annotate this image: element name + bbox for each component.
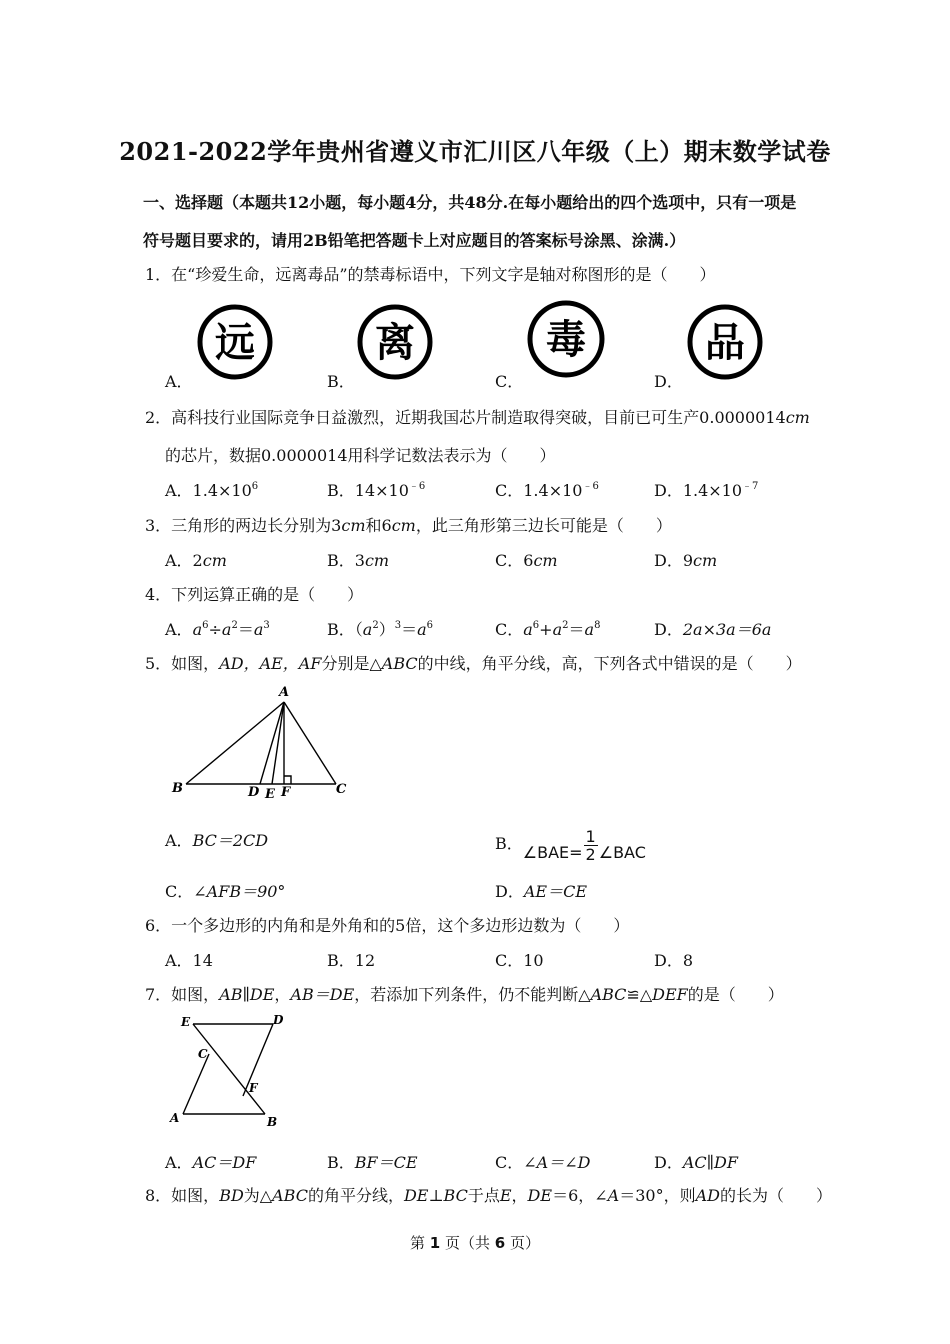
- glyph-li: 离: [375, 320, 415, 366]
- glyph-pin-badge: [686, 303, 764, 381]
- page-total: 6: [494, 1234, 506, 1252]
- q6-option-d: D．8: [654, 951, 694, 970]
- label-a: A: [279, 685, 290, 700]
- q5-option-b: B．∠BAE= $\frac{1}{2}$ ∠BAC: [495, 827, 646, 864]
- q2-option-a: A．$1.4\times 10^6$: [165, 481, 259, 500]
- question-2-stem-line-1: 2．高科技行业国际竞争日益激烈，近期我国芯片制造取得突破，目前已可生产0.0000014cm: [145, 408, 810, 427]
- q6-option-c: C．10: [495, 951, 544, 970]
- question-4-stem: 4．下列运算正确的是（ ）: [145, 585, 364, 604]
- segment-ca: [183, 1054, 209, 1114]
- label-d: D: [273, 1013, 284, 1027]
- page-footer: 第 1 页（共 6 页）: [410, 1234, 540, 1252]
- q7-option-c: C．∠A＝∠D: [495, 1153, 591, 1172]
- segment-ab: [186, 702, 284, 784]
- question-5-stem: 5．如图，AD，AE，AF分别是△ABC的中线，角平分线，高，下列各式中错误的是（ ）: [145, 654, 802, 673]
- q3-option-c: C．6cm: [495, 551, 558, 570]
- q5-option-c: C．∠AFB＝90°: [165, 882, 286, 901]
- q1-option-c-label: C．: [495, 372, 524, 391]
- q4-option-d: D．2a×3a＝6a: [654, 620, 772, 639]
- q5-option-d: D．AE＝CE: [495, 882, 588, 901]
- q7-option-a: A．AC＝DF: [165, 1153, 257, 1172]
- q7-figure: [165, 1010, 295, 1134]
- label-c: C: [198, 1047, 208, 1061]
- q1-option-a-label: A．: [165, 372, 193, 391]
- q1-option-b-label: B．: [327, 372, 355, 391]
- q2-option-b: B．$14\times 10^{﹣6}$: [327, 481, 426, 500]
- glyph-du: 毒: [546, 317, 586, 363]
- q7-option-d: D．AC∥DF: [654, 1153, 738, 1172]
- glyph-yuan-badge: [196, 303, 274, 381]
- question-1-stem: 1．在“珍爱生命，远离毒品”的禁毒标语中，下列文字是轴对称图形的是（ ）: [145, 265, 716, 284]
- right-angle-mark: [284, 776, 291, 784]
- label-b: B: [267, 1115, 278, 1129]
- question-3-stem: 3．三角形的两边长分别为3cm和6cm，此三角形第三边长可能是（ ）: [145, 516, 672, 535]
- glyph-pin: 品: [705, 320, 745, 366]
- q4-option-b: B．$(a^2)^3=a^6$: [327, 620, 434, 639]
- q4-option-a: A．$a^6\div a^2=a^3$: [165, 620, 270, 639]
- label-d: D: [248, 785, 260, 800]
- label-f: F: [249, 1081, 258, 1095]
- question-6-stem: 6．一个多边形的内角和是外角和的5倍，这个多边形边数为（ ）: [145, 916, 630, 935]
- label-a: A: [170, 1111, 180, 1125]
- question-8-stem: 8．如图，BD为△ABC的角平分线，DE⊥BC于点E，DE＝6，∠A＝30°，则AD的长为（ ）: [145, 1186, 832, 1205]
- section-instruction-line-1: 一、选择题（本题共12小题，每小题4分，共48分.在每小题给出的四个选项中，只有一项是: [143, 193, 797, 212]
- question-2-stem-line-2: 的芯片，数据0.0000014用科学记数法表示为（ ）: [165, 446, 556, 465]
- question-7-stem: 7．如图，AB∥DE，AB＝DE，若添加下列条件，仍不能判断△ABC≌△DEF的是（ ）: [145, 985, 784, 1004]
- q2-option-c: C．$1.4\times 10^{﹣6}$: [495, 481, 599, 500]
- glyph-li-badge: [356, 303, 434, 381]
- label-b: B: [172, 781, 183, 796]
- segment-ad: [260, 702, 284, 784]
- q3-option-b: B．3cm: [327, 551, 390, 570]
- q5-option-a: A．BC＝2CD: [165, 831, 269, 850]
- segment-ae: [272, 702, 284, 784]
- glyph-du-badge: [526, 299, 606, 379]
- q3-option-a: A．2cm: [165, 551, 227, 570]
- page-number: 1: [429, 1234, 441, 1252]
- exam-title: 2021-2022学年贵州省遵义市汇川区八年级（上）期末数学试卷: [119, 137, 831, 166]
- segment-ac: [284, 702, 336, 784]
- label-e: E: [181, 1015, 191, 1029]
- glyph-yuan: 远: [215, 320, 255, 366]
- label-f: F: [281, 785, 291, 800]
- q1-option-d-label: D．: [654, 372, 683, 391]
- section-instruction-line-2: 符号题目要求的，请用2B铅笔把答题卡上对应题目的答案标号涂黑、涂满.）: [143, 231, 686, 250]
- fraction-denominator: 2: [585, 845, 596, 864]
- q5-triangle-figure: [160, 680, 360, 802]
- q3-option-d: D．9cm: [654, 551, 718, 570]
- segment-df: [243, 1024, 273, 1096]
- q6-option-b: B．12: [327, 951, 376, 970]
- q7-option-b: B．BF＝CE: [327, 1153, 418, 1172]
- fraction-numerator: 1: [585, 827, 596, 846]
- label-c: C: [336, 782, 347, 797]
- q4-option-c: C．$a^6+a^2=a^8$: [495, 620, 601, 639]
- label-e: E: [265, 787, 275, 802]
- q2-option-d: D．$1.4\times 10^{﹣7}$: [654, 481, 759, 500]
- q6-option-a: A．14: [165, 951, 213, 970]
